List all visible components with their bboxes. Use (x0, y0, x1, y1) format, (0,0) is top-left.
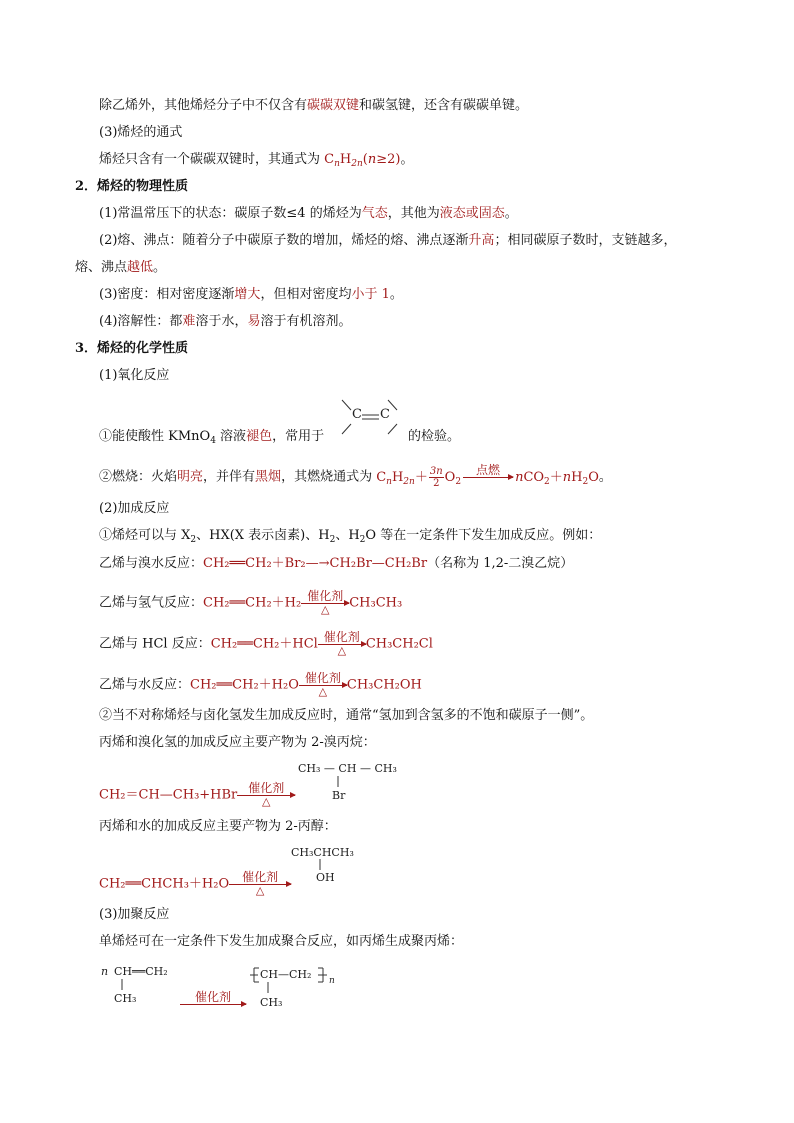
paragraph-solubility: (4)溶解性：都难溶于水，易溶于有机溶剂。 (99, 314, 352, 329)
paragraph-state: (1)常温常压下的状态：碳原子数≤4 的烯烃为气态，其他为液态或固态。 (99, 206, 518, 221)
subheading-polymerization: (3)加聚反应 (99, 907, 170, 922)
paragraph-alkene-bonds: 除乙烯外，其他烯烃分子中不仅含有碳碳双键和碳氢键，还含有碳碳单键。 (99, 98, 529, 113)
hydroxyl-bond (319, 859, 321, 871)
paragraph-polymerization: 单烯烃可在一定条件下发生加成聚合反应，如丙烯生成聚丙烯： (99, 934, 464, 949)
section-heading-physical: 2．烯烃的物理性质 (75, 179, 189, 194)
paragraph-addition-intro: ①烯烃可以与 $X_2$、HX(X 表示卤素)、$H_2$、$H_2O$ 等在一定条件下发生加成反应。例如： (99, 528, 602, 545)
polymer-methyl: CH₃ (260, 996, 283, 1009)
reaction-ethylene-hydrogen: 乙烯与氢气反应：CH₂══CH₂＋H₂ 催化剂 △ CH₃CH₃ (99, 589, 403, 616)
bromo-bond (337, 776, 339, 788)
reaction-ethylene-hcl: 乙烯与 HCl 反应：CH₂══CH₂＋HCl 催化剂 △ CH₃CH₂Cl (99, 630, 433, 657)
polymerization-arrow: 催化剂 (180, 991, 246, 1005)
subheading-oxidation: (1)氧化反应 (99, 368, 170, 383)
reaction-propene-hbr: CH₂＝CH—CH₃+HBr 催化剂 △ (99, 782, 295, 808)
monomer-methyl: CH₃ (114, 992, 137, 1005)
subheading-general-formula: (3)烯烃的通式 (99, 125, 183, 140)
product-2-propanol: CH₃CHCH₃ (291, 846, 354, 859)
paragraph-melting-boiling-cont: 熔、沸点越低。 (75, 260, 167, 275)
product-hydroxyl-group: OH (316, 871, 335, 884)
subheading-addition: (2)加成反应 (99, 501, 170, 516)
paragraph-melting-boiling: (2)熔、沸点：随着分子中碳原子数的增加，烯烃的熔、沸点逐渐升高；相同碳原子数时，支链越多， (99, 233, 677, 248)
double-bond-carbon-right: C (380, 407, 390, 422)
paragraph-combustion: ②燃烧：火焰明亮，并伴有黑烟，其燃烧通式为 $C_nH_{2n}+$ $\frac{3n}{2}$ $O_2$ 点燃 $nCO_2+nH_2O$。 (99, 463, 612, 489)
product-2-bromopropane: CH₃ — CH — CH₃ (298, 762, 397, 775)
monomer-methyl-bond (121, 979, 123, 991)
paragraph-kmno4-end: 的检验。 (408, 429, 461, 444)
monomer-count: n (101, 965, 109, 978)
double-bond-carbon-left: C (352, 407, 362, 422)
reaction-ethylene-bromine: 乙烯与溴水反应：CH₂══CH₂＋Br₂—→CH₂Br—CH₂Br（名称为 1,2-二溴乙烷） (99, 556, 574, 571)
paragraph-density: (3)密度：相对密度逐渐增大，但相对密度均小于 1。 (99, 287, 403, 302)
reaction-propene-water: CH₂══CHCH₃＋H₂O 催化剂 △ (99, 871, 291, 897)
paragraph-kmno4: ①能使酸性 KMnO$_4$ 溶液褪色，常用于 (99, 429, 325, 446)
reaction-ethylene-water: 乙烯与水反应：CH₂══CH₂＋H₂O 催化剂 △ CH₃CH₂OH (99, 671, 422, 698)
paragraph-general-formula: 烯烃只含有一个碳碳双键时，其通式为 $C_nH_{2n}(n\ge 2)$。 (99, 152, 414, 169)
product-bromine-atom: Br (332, 789, 346, 802)
section-heading-chemical: 3．烯烃的化学性质 (75, 341, 189, 356)
double-bond-structure (338, 396, 402, 440)
monomer-propene: CH══CH₂ (114, 965, 168, 978)
paragraph-propene-water: 丙烯和水的加成反应主要产物为 2-丙醇： (99, 819, 337, 834)
paragraph-propene-hbr: 丙烯和溴化氢的加成反应主要产物为 2-溴丙烷： (99, 735, 376, 750)
polymer-methyl-bond (267, 982, 269, 994)
polymer-backbone: CH—CH₂ (260, 968, 312, 981)
paragraph-markovnikov: ②当不对称烯烃与卤化氢发生加成反应时，通常“氢加到含氢多的不饱和碳原子一侧”。 (99, 708, 594, 723)
polymer-count: n (329, 976, 335, 986)
